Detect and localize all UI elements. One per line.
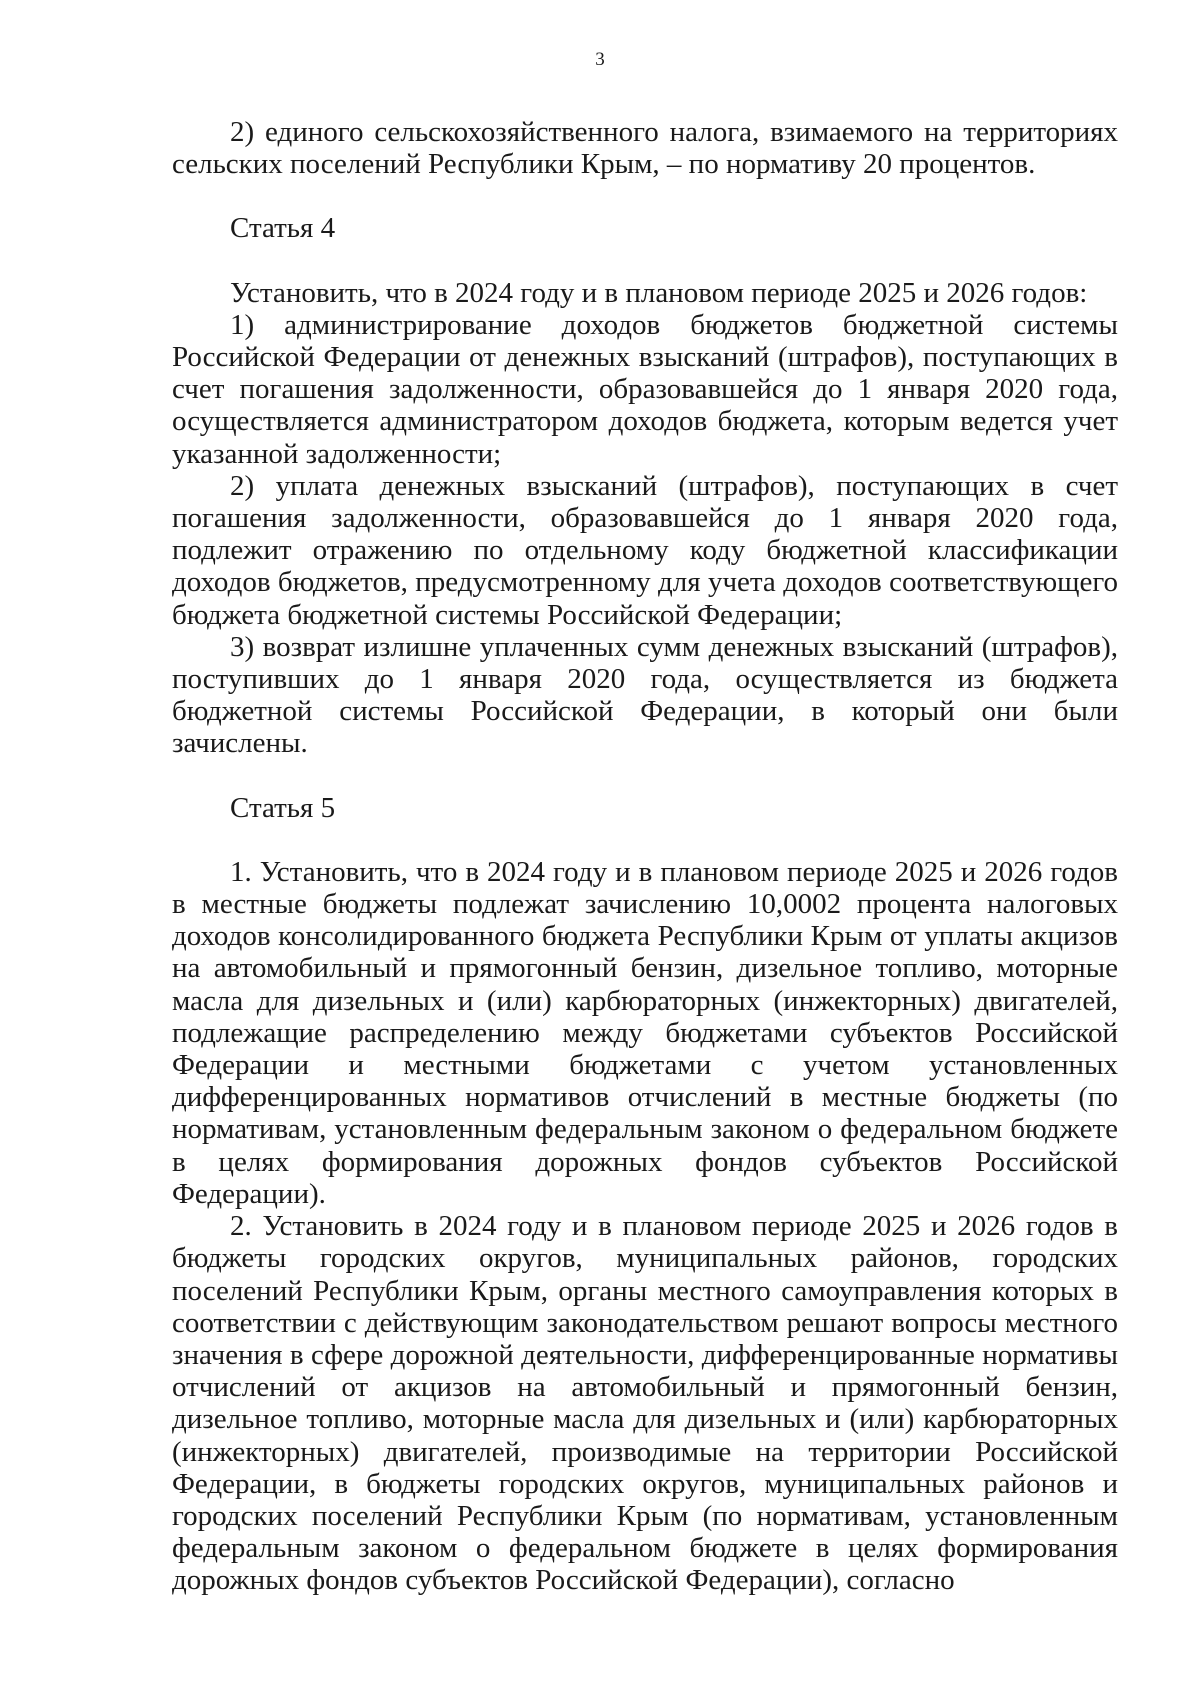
article-5-part-1: 1. Установить, что в 2024 году и в плановом периоде 2025 и 2026 годов в местные бюджеты подлежат зачислению 10,0002 процента налоговых доходов консолидированного бюджета Республики Крым от уплаты акцизов на автомобильный и прямогонный бензин, дизельное топливо, моторные масла для дизельных и (или) карбюраторных (инжекторных) двигателей, подлежащие распределению между бюджетами субъектов Российской Федерации и местными бюджетами с учетом установленных дифференцированных нормативов отчислений в местные бюджеты (по нормативам, установленным федеральным законом о федеральном бюджете в целях формирования дорожных фондов субъектов Российской Федерации). [172,855,1118,1210]
paragraph-item-2: 2) единого сельскохозяйственного налога, взимаемого на территориях сельских поселений Республики Крым, – по нормативу 20 процентов. [172,116,1118,181]
article-4-heading: Статья 4 [230,212,336,245]
article-4-intro: Установить, что в 2024 году и в плановом периоде 2025 и 2026 годов: [230,276,1088,309]
article-5-heading: Статья 5 [230,791,336,824]
page-number: 3 [595,49,605,70]
article-4-item-3: 3) возврат излишне уплаченных сумм денежных взысканий (штрафов), поступивших до 1 января 2020 года, осуществляется из бюджета бюджетной системы Российской Федерации, в который они были зачислены. [172,630,1118,760]
article-4-item-1: 1) администрирование доходов бюджетов бюджетной системы Российской Федерации от денежных взысканий (штрафов), поступающих в счет погашения задолженности, образовавшейся до 1 января 2020 года, осуществляется администратором доходов бюджета, которым ведется учет указанной задолженности; [172,308,1118,470]
article-4-item-2: 2) уплата денежных взысканий (штрафов), поступающих в счет погашения задолженности, образовавшейся до 1 января 2020 года, подлежит отражению по отдельному коду бюджетной классификации доходов бюджетов, предусмотренному для учета доходов соответствующего бюджета бюджетной системы Российской Федерации; [172,469,1118,631]
document-body [172,116,1118,1597]
article-5-part-2: 2. Установить в 2024 году и в плановом периоде 2025 и 2026 годов в бюджеты городских округов, муниципальных районов, городских поселений Республики Крым, органы местного самоуправления которых в соответствии с действующим законодательством решают вопросы местного значения в сфере дорожной деятельности, дифференцированные нормативы отчислений от акцизов на автомобильный и прямогонный бензин, дизельное топливо, моторные масла для дизельных и (или) карбюраторных (инжекторных) двигателей, производимые на территории Российской Федерации, в бюджеты городских округов, муниципальных районов и городских поселений Республики Крым (по нормативам, установленным федеральным законом о федеральном бюджете в целях формирования дорожных фондов субъектов Российской Федерации), согласно [172,1210,1118,1597]
